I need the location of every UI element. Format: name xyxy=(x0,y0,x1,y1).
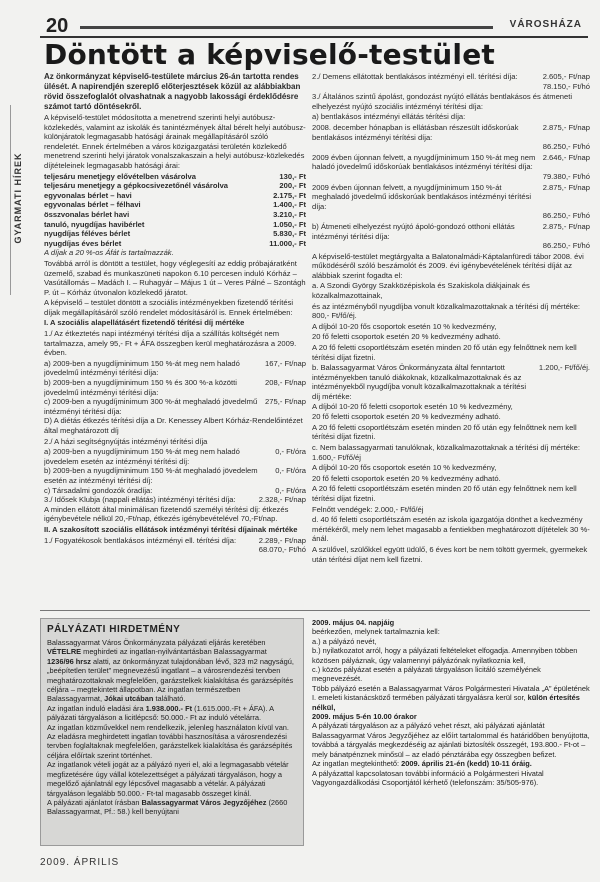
fee-row: a) 2009-ben a nyugdíjminimum 150 %-át meg nem haladó jövedelmű intézményi térítési díja: 167,- Ft/nap xyxy=(44,358,306,378)
fee-row: 1./ Fogyatékosok bentlakásos intézményi ell. térítési díja: 2.289,- Ft/nap xyxy=(44,535,306,545)
price-row: teljesáru menetjegy a gépkocsivezetőnél vásárolva 200,- Ft xyxy=(44,181,306,191)
paragraph: a. A Szondi György Szakközépiskola és Szakiskola diákjainak és közalkalmazottainak, xyxy=(312,281,530,301)
article-column-left xyxy=(44,72,306,604)
subheading: II. A szakosított szociális ellátások intézményi térítési díjainak mértéke xyxy=(44,524,298,534)
price-row: teljesáru menetjegy elővételben vásárolva 130,- Ft xyxy=(44,171,306,181)
sidebar-label xyxy=(10,105,24,295)
fare-price-table xyxy=(44,172,306,249)
price-row: nyugdíjas éves bérlet 11.000,- Ft xyxy=(44,238,306,248)
article-column-right xyxy=(312,72,590,604)
price-row: összvonalas bérlet havi 3.210,- Ft xyxy=(44,209,306,219)
paragraph: Felnőtt vendégek: 2.000,- Ft/fő/éj xyxy=(312,504,424,514)
fee-value: 86.250,- Ft/hó xyxy=(542,142,590,152)
fee-row: b) Átmeneti elhelyezést nyújtó ápoló-gondozó otthoni ellátás intézményi térítési díja: 2.875,- Ft/nap xyxy=(312,221,590,241)
paragraph: 20 fő feletti csoportok esetén 20 % kedvezmény adható. xyxy=(312,332,501,342)
sidebar-text: GYARMATI HÍREK xyxy=(13,152,23,244)
fee-row: b) 2009-ben a nyugdíjminimum 150 %-át meghaladó jövedelem esetén az intézményi térítési díj: 0,- Ft/óra xyxy=(44,466,306,485)
tender-notice-box xyxy=(40,618,304,846)
paragraph: D) A diétás étkezés térítési díja a Dr. Kenessey Albert Kórház-Rendelőintézet által meghatározott díj xyxy=(44,416,303,435)
paragraph: A pályázati ajánlatot írásban Balassagyarmat Város Jegyzőjéhez (2660 Balassagyarmat, Pf.: 58.) kell benyújtani xyxy=(47,797,288,817)
issue-footer: 2009. ÁPRILIS xyxy=(40,857,120,868)
paragraph: 1236/96 hrsz alatti, az önkormányzat tulajdonában lévő, 323 m2 nagyságú, „beépítetlen terület” megnevezésű ingatlant – a városrendezési tervben meghatározottaknak megfelelően, garázstelkek kialakítása és garázsépítés céljára – megtekintett állapotban. Az ingatlan természetben Balassagyarmat, Jókai utcában található. xyxy=(47,656,294,704)
fee-row: b) 2009-ben a nyugdíjminimum 150 % és 300 %-a közötti jövedelmű intézményi térítési díja: 208,- Ft/nap xyxy=(44,378,306,397)
paragraph: A pályázati tárgyaláson az a pályázó vehet részt, aki pályázati ajánlatát Balassagyarmat Város Jegyzőjéhez az előírt tartalommal és határidőben benyújtotta, továbbá a tárgyalás megkezdéséig az ajánlati biztosíték összegét, 193.800.- Ft-ot – mely bánatpénznek minősül – az eladó pénztárába egy összegben befizet. xyxy=(312,721,590,759)
paragraph: A minden ellátott által minimálisan fizetendő személyi térítési díj: étkezés igénybevétele nélkül 20,-Ft/nap, étkezés igénybevételével 70,-Ft/nap. xyxy=(44,504,289,524)
tender-notice-continued xyxy=(312,618,590,846)
paragraph: 20 fő feletti csoportok esetén 20 % kedvezmény adható. xyxy=(312,473,501,483)
fee-value: 79.380,- Ft/hó xyxy=(542,171,590,181)
paragraph: b.) nyilatkozatot arról, hogy a pályázati feltételeket elfogadja. Amennyiben többen közösen pályáznak, úgy valamennyi pályázónak nyilatkoznia kell, xyxy=(312,646,578,665)
header-rule xyxy=(80,26,493,29)
paragraph: A díjból 10-20 fős csoportok esetén 10 % kedvezmény, xyxy=(312,321,497,331)
paragraph: 1./ Az étkeztetés napi intézményi térítési díja a szállítás költségét nem tartalmazza, amely 95,- Ft + ÁFA összegben kerül meghatározásra a 2009. évben. xyxy=(44,329,297,358)
price-row: egyvonalas bérlet – félhavi 1.400,- Ft xyxy=(44,200,306,210)
fee-row: 3./ Idősek Klubja (nappali ellátás) intézményi térítési díja: 2.328,- Ft/nap xyxy=(44,495,306,505)
fee-row: a) 2009-ben a nyugdíjminimum 150 %-át meg nem haladó jövedelem esetén az intézményi térítési díj: 0,- Ft/óra xyxy=(44,447,306,466)
paragraph: Az ingatlanok vételi jogát az a pályázó nyeri el, aki a legmagasabb vételár megfizetésére úgy vállal kötelezettséget a pályázati tárgyaláson, hogy a megelőző ajánlatnál egy lépcsővel magasabb a vételár. A pályázati tárgyaláson legalább 50.000.- Ft-tal magasabb összeget kínál. xyxy=(47,760,289,798)
paragraph: a.) a pályázó nevét, xyxy=(312,636,377,646)
fee-value: 68.070,- Ft/hó xyxy=(258,545,306,555)
fee-row: 2009 évben újonnan felvett, a nyugdíjminimum 150 %-át meghaladó jövedelmű időskorúak bentlakásos intézményi térítési díja: 2.875,- Ft/nap xyxy=(312,182,590,211)
paragraph: Az ingatlan megtekinthető: 2009. április 21-én (kedd) 10-11 óráig. xyxy=(312,759,532,769)
paragraph: 20 fő feletti csoportok esetén 20 % kedvezmény adható. xyxy=(312,412,501,422)
fee-row: c) 2009-ben a nyugdíjminimum 300 %-át meghaladó jövedelmű intézményi térítési díja: 275,- Ft/nap xyxy=(44,397,306,416)
price-row: egyvonalas bérlet – havi 2.175,- Ft xyxy=(44,190,306,200)
price-row: nyugdíjas féléves bérlet 5.830,- Ft xyxy=(44,229,306,239)
paragraph: 2./ A házi segítségnyújtás intézményi térítési díja xyxy=(44,436,208,446)
paragraph: A 20 fő feletti csoportlétszám esetén minden 20 fő után egy felnőttnek nem kell térítési díjat fizetni. xyxy=(312,484,577,503)
fee-row: b. Balassagyarmat Város Önkormányzata által fenntartott intézményekben tanuló diákoknak, közalkalmazottaknak és az intézményekből nyugdíjba vonult közalkalmazottaknak a térítési díj mértéke: 1.200,- Ft/fő/éj. xyxy=(312,363,590,401)
paragraph: d. 40 fő feletti csoportlétszám esetén az iskola igazgatója dönthet a kedvezmény mértékéről, mely nem lehet magasabb a fentiekben meghatározott díjtételek 30 %-ánál. xyxy=(312,515,590,544)
fee-value: 78.150,- Ft/hó xyxy=(542,81,590,91)
paragraph: beérkezően, melynek tartalmaznia kell: xyxy=(312,627,440,637)
paragraph: Több pályázó esetén a Balassagyarmat Város Polgármesteri Hivatala „A” épületének I. emeleti kistanácsköző termében pályázati tárgyalásra kerül sor, külön értesítés nélkül, xyxy=(312,683,590,712)
fee-value: 86.250,- Ft/hó xyxy=(542,211,590,221)
section-divider xyxy=(40,610,590,611)
fee-row: c) Társadalmi gondozók óradíja: 0,- Ft/óra xyxy=(44,485,306,495)
paragraph: A képviselő-testület megtárgyalta a Balatonalmádi-Káptalanfüredi tábor 2008. évi működéséről szóló beszámolót és 2009. évi igénybevételének térítési díját az alábbiak szerint fogadta el: xyxy=(312,251,584,280)
paragraph: 3./ Általános szintű ápolást, gondozást nyújtó ellátás bentlakásos és átmeneti elhelyezést nyújtó szociális intézményi térítési díja: xyxy=(312,92,573,111)
section-name: VÁROSHÁZA xyxy=(509,19,582,30)
paragraph: Továbbá arról is döntött a testület, hogy véglegesítí az eddig próbajáratként üzemelő, szabad és munkaszüneti napokon 6.10 percesen induló Kórház – Vasútállomás – Madách I. – Ruhagyár – Május 1 út – Veres Pálné – Szontágh P. út – Kórház útvonalon közlekedő járatot. xyxy=(44,258,306,297)
paragraph: A 20 fő feletti csoportlétszám esetén minden 20 fő után egy felnőttnek nem kell térítési díjat fizetni. xyxy=(312,343,577,362)
auction-date: 2009. május 5-én 10.00 órakor xyxy=(312,712,417,722)
article-lead: Az önkormányzat képviselő-testülete március 26-án tartotta rendes ülését. A napirendjén szereplő előterjesztések közül az alábbiakban rövid összefoglalót olvashatnak a nagyobb lakossági érdeklődésre számot tartó döntésekről. xyxy=(44,72,301,111)
fee-row: 2009 évben újonnan felvett, a nyugdíjminimum 150 %-át meg nem haladó jövedelmű időskorúak bentlakásos intézményi térítési díja: 2.646,- Ft/nap xyxy=(312,152,590,172)
paragraph: és az intézményből nyugdíjba vonult közalkalmazottaknak a térítési díj mértéke: 800,- Ft/fő/éj. xyxy=(312,301,581,321)
paragraph: c. Nem balassagyarmati tanulóknak, közalkalmazottaknak a térítési díj mértéke: 1.600,- Ft/fő/éj xyxy=(312,442,581,462)
paragraph: A díjból 10-20 fő feletti csoportok esetén 10 % kedvezmény, xyxy=(312,401,513,411)
paragraph: A díjból 10-20 fős csoportok esetén 10 % kedvezmény, xyxy=(312,463,497,473)
vat-note: A díjak a 20 %-os Áfát is tartalmazzák. xyxy=(44,248,174,258)
subheading: I. A szociális alapellátásért fizetendő térítési díj mértéke xyxy=(44,318,245,328)
paragraph: A képviselő – testület döntött a szociális intézményekben fizetendő térítési díjak megállapításáról szóló rendelet módosításáról is. Ennek értelmében: xyxy=(44,298,294,317)
fee-value: 86.250,- Ft/hó xyxy=(542,241,590,251)
paragraph: A 20 fő feletti csoportlétszám esetén minden 20 fő után egy felnőttnek nem kell térítési díjat fizetni. xyxy=(312,422,577,442)
page-number: 20 xyxy=(46,15,69,37)
paragraph: c.) közös pályázat esetén a pályázati tárgyaláson licitáló személyének megnevezését. xyxy=(312,665,541,684)
paragraph: Az ingatlan induló eladási ára 1.938.000.- Ft (1.615.000.-Ft + ÁFA). A pályázati tárgyaláson a licitlépcső: 50.000.- Ft az induló vételárra. xyxy=(47,703,274,723)
price-row: tanuló, nyugdíjas havibérlet 1.050,- Ft xyxy=(44,219,306,229)
paragraph: a) bentlakásos intézményi ellátás térítési díja: xyxy=(312,112,466,122)
fee-row: 2008. december hónapban is ellátásban részesült időskorúak bentlakásos intézményi térítési díja: 2.875,- Ft/nap xyxy=(312,122,590,142)
paragraph: A képviselő-testület módosította a menetrend szerinti helyi autóbusz-közlekedés, valamint az iskolák és tanintézmények által bérelt helyi autóbusz-különjáratok legmagasabb hatósági árainak megállapításáról szóló rendeletét. Ennek értelmében a város közigazgatási területén közlekedő menetrend szerinti helyi járatok vonalszakaszain a helyi autóbusz-közlekedés díjtételeinek legmagasabb hatósági árai: xyxy=(44,113,306,170)
paragraph: A szülővel, szülőkkel együtt üdülő, 6 éves kort be nem töltött gyermek, gyermekek után térítési díjat nem kell fizetni. xyxy=(312,544,588,564)
deadline: 2009. május 04. napjáig xyxy=(312,618,395,627)
fee-row: 2./ Demens ellátottak bentlakásos intézményi ell. térítési díja: 2.605,- Ft/nap xyxy=(312,72,590,81)
page-header xyxy=(40,14,588,38)
tender-notice-title: PÁLYÁZATI HIRDETMÉNY xyxy=(47,624,181,635)
paragraph: Az ingatlan közművekkel nem rendelkezik, jelenleg használaton kívül van. Az eladásra meghirdetett ingatlan további hasznosítása a városrendezési tervben foglaltaknak megfelelően, garázstelkek kialakítása és garázsépítés céljára előírtak szerint történhet. xyxy=(47,722,293,760)
paragraph: Balassagyarmat Város Önkormányzata pályázati eljárás keretében VÉTELRE meghirdeti az ingatlan-nyilvántartásban Balassagyarmat xyxy=(47,638,267,657)
paragraph: A pályázattal kapcsolatosan további információ a Polgármesteri Hivatal Vagyongazdálkodási Csoportjától kérhető (telefonszám: 35/505-976). xyxy=(312,768,544,787)
headline: Döntött a képviselő-testület xyxy=(44,38,495,71)
